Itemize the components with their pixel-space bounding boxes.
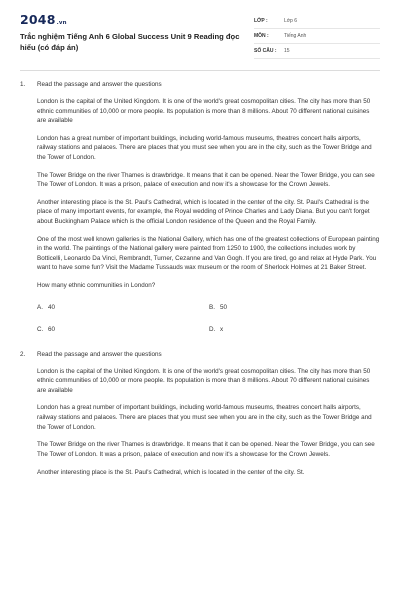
meta-row-count <box>254 44 380 59</box>
question-number: 1. <box>20 81 26 88</box>
answer-options <box>37 303 380 334</box>
passage-paragraph: London is the capital of the United Kingdom. It is one of the world's great cosmopolitan cities. The city has more than 50 ethnic communities of 10,000 or more people. Its population is more than 8 millions. About 70 different national cuisines are available <box>37 98 371 125</box>
question-prompt: How many ethnic communities in London? <box>37 282 156 290</box>
passage-paragraph: Another interesting place is the St. Paul's Cathedral, which is located in the center of the city. St. Paul's Cathedral is the place of many important events, for example, the Royal wedding of Prince Charles and Lady Diana. But you can't forget about Buckingham Palace which is the official London residence of the Queen and the Royal Family. <box>37 198 370 226</box>
meta-key: MÔN : <box>254 33 269 39</box>
passage-paragraph: London has a great number of important buildings, including world-famous museums, theatres concert halls airports, railway stations and palaces. There are places that you must see when you are in the city, such as the Tower Bridge and the Tower of London. <box>37 404 372 431</box>
meta-table <box>254 14 380 59</box>
question-instruction: Read the passage and answer the questions <box>37 81 162 88</box>
passage-paragraph: The Tower Bridge on the river Thames is drawbridge. It means that it can be opened. Near the Tower Bridge, you can see The Tower of London. It was a prison, palace of execution and now it's a showcase for the Crown Jewels. <box>37 441 375 458</box>
question-body <box>20 367 380 477</box>
meta-value: 15 <box>284 48 290 54</box>
answer-option-c[interactable] <box>37 325 209 334</box>
question-number: 2. <box>20 350 26 358</box>
answer-option-b[interactable] <box>209 303 381 312</box>
meta-key: SỐ CÂU : <box>254 48 277 54</box>
logo-suffix: .vn <box>56 20 67 26</box>
question-instruction: Read the passage and answer the questions <box>37 350 162 358</box>
passage-paragraph: London is the capital of the United Kingdom. It is one of the world's great cosmopolitan cities. The city has more than 50 ethnic communities of 10,000 or more people. Its population is more than 8 millions. About 70 different national cuisines are available <box>37 367 371 394</box>
header-divider <box>20 70 380 71</box>
question-header <box>20 350 380 359</box>
passage-paragraph: London has a great number of important buildings, including world-famous museums, theatres concert halls airports, railway stations and palaces. There are places that you must see when you are in the city, such as the Tower Bridge and the Tower of London. <box>37 134 372 161</box>
answer-letter: D. <box>209 325 216 333</box>
answer-text: 60 <box>48 325 56 333</box>
header <box>0 0 400 64</box>
document-title: Trắc nghiệm Tiếng Anh 6 Global Success Unit 9 Reading đọc hiểu (có đáp án) <box>20 32 240 52</box>
answer-letter: A. <box>37 303 43 311</box>
answer-option-d[interactable] <box>209 325 381 334</box>
question-1 <box>20 80 380 334</box>
answer-text: x <box>220 325 224 333</box>
questions-list <box>20 80 380 487</box>
question-body <box>20 97 380 334</box>
answer-option-a[interactable] <box>37 303 209 312</box>
meta-row-class <box>254 14 380 29</box>
question-header <box>20 80 380 89</box>
meta-key: LỚP : <box>254 18 268 24</box>
logo-text: 2048 <box>20 12 56 27</box>
passage-paragraph: Another interesting place is the St. Paul's Cathedral, which is located in the center of the city. St. <box>37 468 305 476</box>
answer-text: 40 <box>48 303 56 311</box>
answer-letter: C. <box>37 325 44 333</box>
meta-value: Lớp 6 <box>284 18 298 24</box>
answer-text: 50 <box>220 303 228 311</box>
answer-letter: B. <box>209 303 215 311</box>
passage-paragraph: One of the most well known galleries is the National Gallery, which has one of the greatest collections of European painting in the world. The paintings of the National gallery were painted from 1250 to 1900, the collections includes work by Botticelli, Leonardo Da Vinci, Rembrandt, Turner, Cezanne and Van Gogh. If you are tired, go and relax at Hyde Park. You want to have some fun? Visit the Madame Tussauds wax museum or the room of Sherlock Holmes at 21 Baker Street. <box>37 235 380 272</box>
meta-row-subject <box>254 29 380 44</box>
passage-paragraph: The Tower Bridge on the river Thames is drawbridge. It means that it can be opened. Near the Tower Bridge, you can see The Tower of London. It was a prison, palace of execution and now it's a showcase for the Crown Jewels. <box>37 171 375 189</box>
meta-value: Tiếng Anh <box>284 33 307 39</box>
question-2 <box>20 350 380 477</box>
